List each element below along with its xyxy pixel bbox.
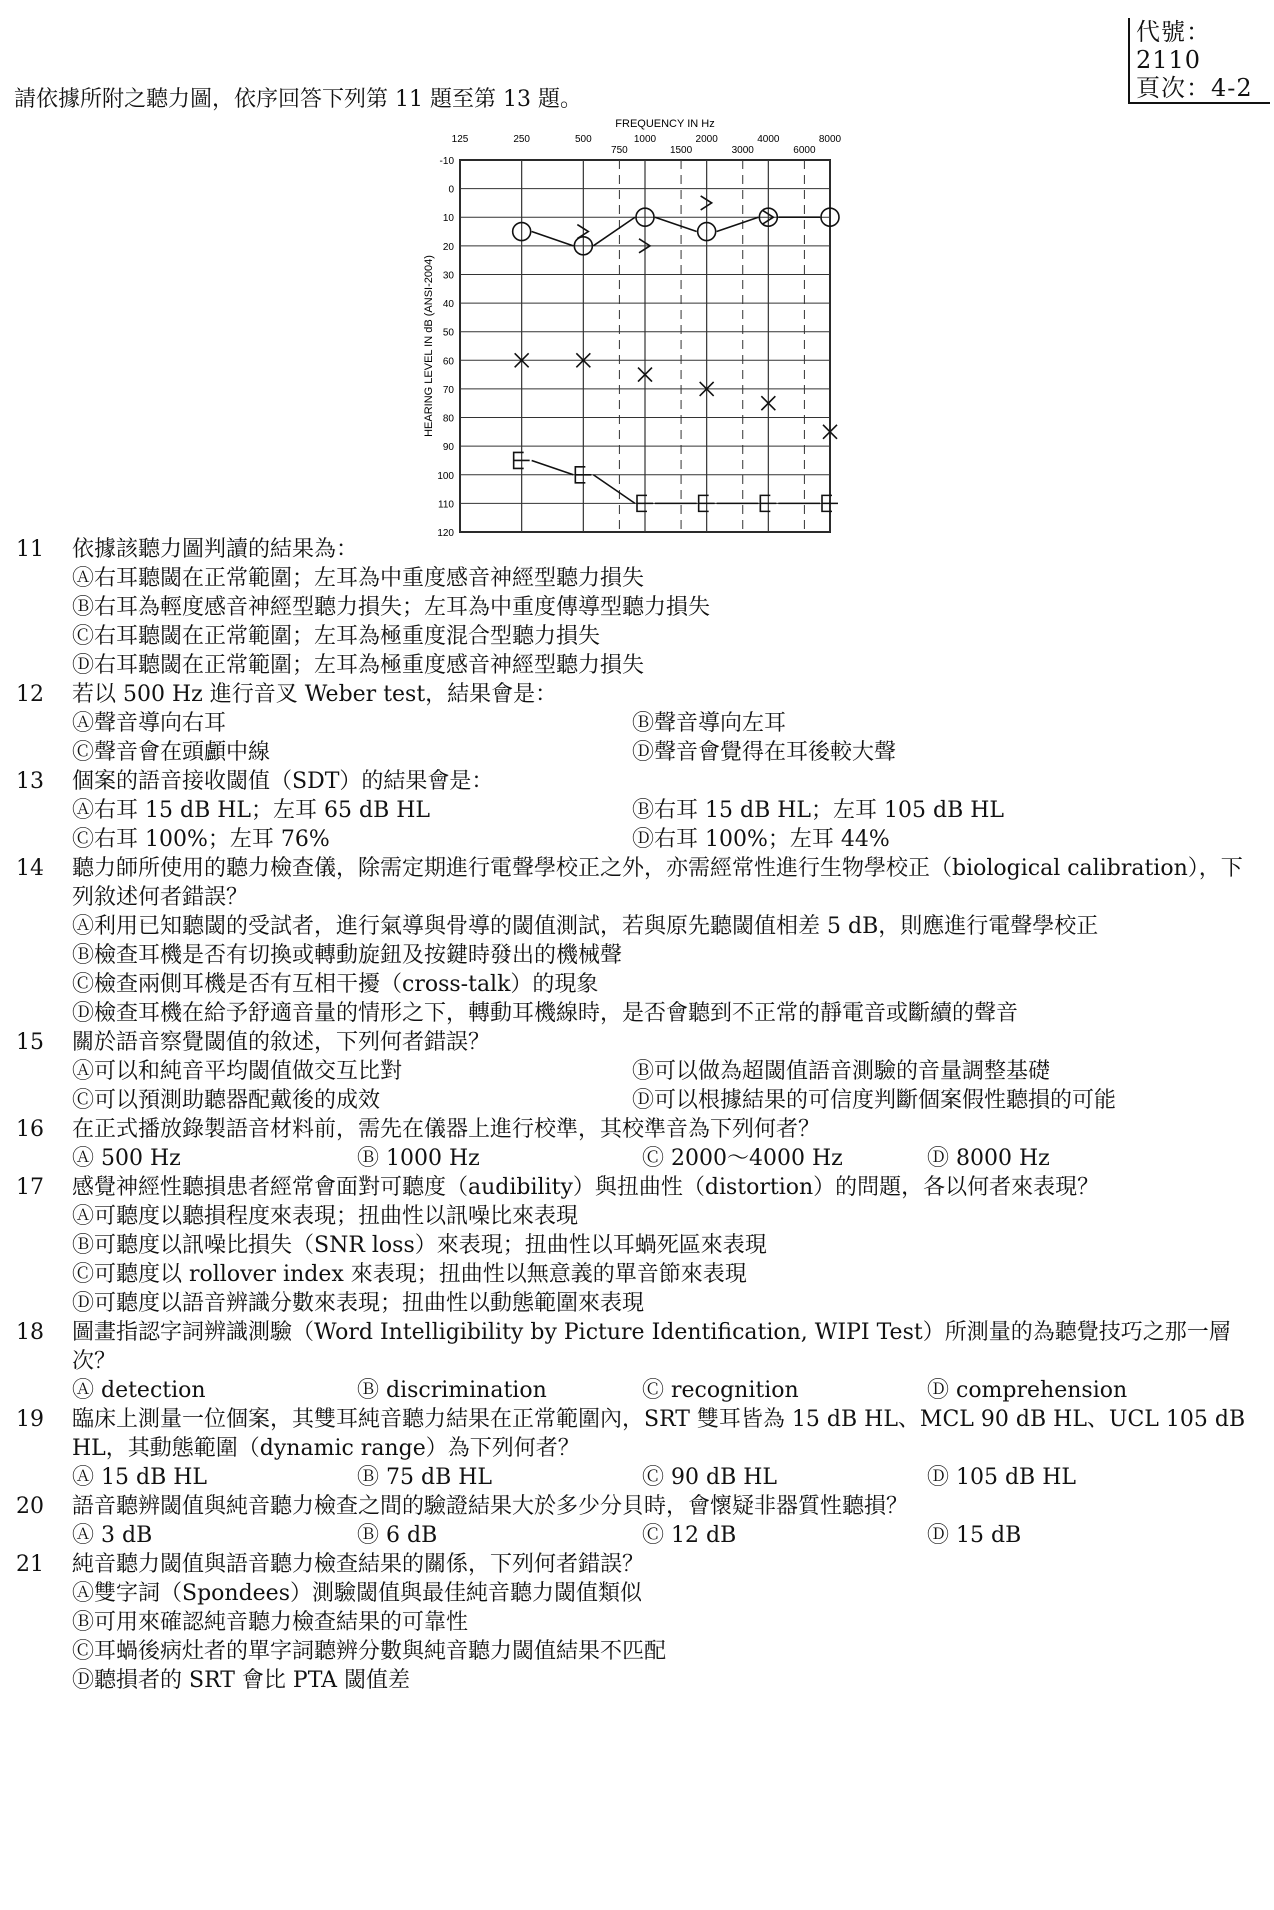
question-stem: 關於語音察覺閾值的敘述，下列何者錯誤？ <box>72 1030 491 1055</box>
answer-option: Ⓑ聲音導向左耳 <box>632 711 787 736</box>
audiogram-chart <box>420 113 880 539</box>
answer-option: Ⓑ可用來確認純音聽力檢查結果的可靠性 <box>72 1610 469 1635</box>
answer-option: Ⓒ右耳 100%；左耳 76% <box>72 827 330 852</box>
answer-option: Ⓒ可以預測助聽器配戴後的成效 <box>72 1088 381 1113</box>
question-12 <box>0 680 1274 767</box>
question-number: 17 <box>16 1175 44 1200</box>
answer-option: Ⓑ 75 dB HL <box>357 1465 493 1490</box>
question-stem: 感覺神經性聽損患者經常會面對可聽度（audibility）與扭曲性（distortion）的問題，各以何者來表現？ <box>72 1175 1100 1200</box>
y-tick-label: 20 <box>442 241 454 253</box>
answer-option: Ⓓ可以根據結果的可信度判斷個案假性聽損的可能 <box>632 1088 1117 1113</box>
y-tick-label: 60 <box>442 356 454 368</box>
x-inter-tick-label: 3000 <box>731 145 754 156</box>
answer-option: Ⓓ 15 dB <box>927 1523 1022 1548</box>
question-number: 11 <box>16 537 44 562</box>
question-stem: 若以 500 Hz 進行音叉 Weber test，結果會是： <box>72 682 558 707</box>
y-tick-label: 0 <box>448 184 454 196</box>
question-stem: 圖畫指認字詞辨識測驗（Word Intelligibility by Picture Identification, WIPI Test）所測量的為聽覺技巧之那一層次？ <box>72 1320 1231 1374</box>
x-inter-tick-label: 6000 <box>793 145 816 156</box>
question-number: 15 <box>16 1030 44 1055</box>
question-list <box>0 535 1274 1695</box>
series-connector <box>593 217 635 246</box>
question-stem: 語音聽辨閾值與純音聽力檢查之間的驗證結果大於多少分貝時，會懷疑非器質性聽損？ <box>72 1494 909 1519</box>
answer-option: Ⓒ右耳聽閾在正常範圍；左耳為極重度混合型聽力損失 <box>72 624 601 649</box>
question-number: 16 <box>16 1117 44 1142</box>
question-18 <box>0 1318 1274 1405</box>
answer-option: Ⓐ右耳 15 dB HL；左耳 65 dB HL <box>72 798 431 823</box>
answer-option: Ⓒ 2000～4000 Hz <box>642 1146 843 1171</box>
question-17 <box>0 1173 1274 1318</box>
series-connector <box>593 475 635 504</box>
answer-option: Ⓒ檢查兩側耳機是否有互相干擾（cross-talk）的現象 <box>72 972 599 997</box>
page-number: 頁次：4-2 <box>1136 74 1253 102</box>
question-number: 19 <box>16 1407 44 1432</box>
series-connector <box>532 460 574 474</box>
x-inter-tick-label: 1500 <box>669 145 693 156</box>
answer-option: Ⓓ檢查耳機在給予舒適音量的情形之下，轉動耳機線時，是否會聽到不正常的靜電音或斷續的聲音 <box>72 1001 1019 1026</box>
answer-option: Ⓒ recognition <box>642 1378 799 1403</box>
answer-option: Ⓒ可聽度以 rollover index 來表現；扭曲性以無意義的單音節來表現 <box>72 1262 747 1287</box>
answer-option: Ⓑ 6 dB <box>357 1523 438 1548</box>
y-tick-label: 30 <box>442 270 454 282</box>
chart-title: FREQUENCY IN Hz <box>615 118 715 130</box>
x-tick-label: 250 <box>513 134 531 145</box>
x-tick-label: 1000 <box>633 134 657 145</box>
answer-option: Ⓐ 15 dB HL <box>72 1465 208 1490</box>
exam-code-box <box>1128 18 1270 104</box>
series-connector <box>532 232 574 246</box>
answer-option: Ⓓ 8000 Hz <box>927 1146 1050 1171</box>
answer-option: Ⓐ 3 dB <box>72 1523 153 1548</box>
x-inter-tick-label: 750 <box>611 145 628 156</box>
question-20 <box>0 1492 1274 1550</box>
answer-option: Ⓑ可以做為超閾值語音測驗的音量調整基礎 <box>632 1059 1051 1084</box>
answer-option: Ⓓ comprehension <box>927 1378 1128 1403</box>
answer-option: Ⓒ聲音會在頭顱中線 <box>72 740 271 765</box>
x-tick-label: 500 <box>574 134 592 145</box>
exam-code: 代號：2110 <box>1136 18 1211 74</box>
answer-option: Ⓓ聲音會覺得在耳後較大聲 <box>632 740 897 765</box>
y-tick-label: 80 <box>442 413 454 425</box>
y-tick-label: 50 <box>442 327 454 339</box>
answer-option: Ⓐ利用已知聽閾的受試者，進行氣導與骨導的閾值測試，若與原先聽閾值相差 5 dB，則應進行電聲學校正 <box>72 914 1099 939</box>
question-number: 12 <box>16 682 44 707</box>
series-connector <box>717 217 759 231</box>
answer-option: Ⓓ右耳聽閾在正常範圍；左耳為極重度感音神經型聽力損失 <box>72 653 645 678</box>
answer-option: Ⓓ 105 dB HL <box>927 1465 1077 1490</box>
answer-option: Ⓒ耳蝸後病灶者的單字詞聽辨分數與純音聽力閾值結果不匹配 <box>72 1639 667 1664</box>
answer-option: Ⓑ 1000 Hz <box>357 1146 480 1171</box>
answer-option: Ⓓ右耳 100%；左耳 44% <box>632 827 890 852</box>
answer-option: Ⓒ 90 dB HL <box>642 1465 778 1490</box>
answer-option: Ⓐ雙字詞（Spondees）測驗閾值與最佳純音聽力閾值類似 <box>72 1581 642 1606</box>
question-stem: 個案的語音接收閾值（SDT）的結果會是： <box>72 769 494 794</box>
answer-option: Ⓓ可聽度以語音辨識分數來表現；扭曲性以動態範圍來表現 <box>72 1291 645 1316</box>
question-11 <box>0 535 1274 680</box>
question-stem: 在正式播放錄製語音材料前，需先在儀器上進行校準，其校準音為下列何者？ <box>72 1117 821 1142</box>
x-tick-label: 2000 <box>695 134 718 145</box>
answer-option: Ⓐ聲音導向右耳 <box>72 711 227 736</box>
intro-text: 請依據所附之聽力圖，依序回答下列第 11 題至第 13 題。 <box>14 87 582 112</box>
question-16 <box>0 1115 1274 1173</box>
answer-option: Ⓐ右耳聽閾在正常範圍；左耳為中重度感音神經型聽力損失 <box>72 566 645 591</box>
y-tick-label: 40 <box>442 299 454 311</box>
y-tick-label: 110 <box>438 499 454 511</box>
x-tick-label: 4000 <box>757 134 780 145</box>
question-13 <box>0 767 1274 854</box>
question-14 <box>0 854 1274 1028</box>
question-number: 20 <box>16 1494 44 1519</box>
answer-option: Ⓐ detection <box>72 1378 206 1403</box>
series-connector <box>655 217 697 231</box>
question-stem: 依據該聽力圖判讀的結果為： <box>72 537 359 562</box>
y-tick-label: 100 <box>437 470 454 482</box>
answer-option: Ⓐ可以和純音平均閾值做交互比對 <box>72 1059 403 1084</box>
answer-option: Ⓐ 500 Hz <box>72 1146 181 1171</box>
question-number: 14 <box>16 856 44 881</box>
answer-option: Ⓑ可聽度以訊噪比損失（SNR loss）來表現；扭曲性以耳蝸死區來表現 <box>72 1233 767 1258</box>
question-15 <box>0 1028 1274 1115</box>
y-tick-label: 10 <box>442 213 454 225</box>
y-tick-label: -10 <box>439 156 454 167</box>
y-tick-label: 90 <box>442 442 454 454</box>
question-number: 13 <box>16 769 44 794</box>
y-tick-label: 120 <box>437 528 454 539</box>
question-stem: 臨床上測量一位個案，其雙耳純音聽力結果在正常範圍內，SRT 雙耳皆為 15 dB HL、MCL 90 dB HL、UCL 105 dB HL，其動態範圍（dynamic range）為下列何者？ <box>72 1407 1246 1461</box>
question-number: 18 <box>16 1320 44 1345</box>
x-tick-label: 125 <box>451 134 469 145</box>
question-21 <box>0 1550 1274 1695</box>
question-stem: 純音聽力閾值與語音聽力檢查結果的關係，下列何者錯誤？ <box>72 1552 645 1577</box>
answer-option: Ⓐ可聽度以聽損程度來表現；扭曲性以訊噪比來表現 <box>72 1204 579 1229</box>
answer-option: Ⓑ右耳為輕度感音神經型聽力損失；左耳為中重度傳導型聽力損失 <box>72 595 711 620</box>
question-19 <box>0 1405 1274 1492</box>
x-tick-label: 8000 <box>818 134 842 145</box>
question-number: 21 <box>16 1552 44 1577</box>
answer-option: Ⓓ聽損者的 SRT 會比 PTA 閾值差 <box>72 1668 411 1693</box>
question-stem: 聽力師所使用的聽力檢查儀，除需定期進行電聲學校正之外，亦需經常性進行生物學校正（biological calibration），下列敘述何者錯誤？ <box>72 856 1243 910</box>
answer-option: Ⓑ檢查耳機是否有切換或轉動旋鈕及按鍵時發出的機械聲 <box>72 943 623 968</box>
answer-option: Ⓒ 12 dB <box>642 1523 737 1548</box>
answer-option: Ⓑ discrimination <box>357 1378 547 1403</box>
answer-option: Ⓑ右耳 15 dB HL；左耳 105 dB HL <box>632 798 1005 823</box>
y-axis-label: HEARING LEVEL IN dB (ANSI-2004) <box>423 255 435 437</box>
y-tick-label: 70 <box>442 384 454 396</box>
